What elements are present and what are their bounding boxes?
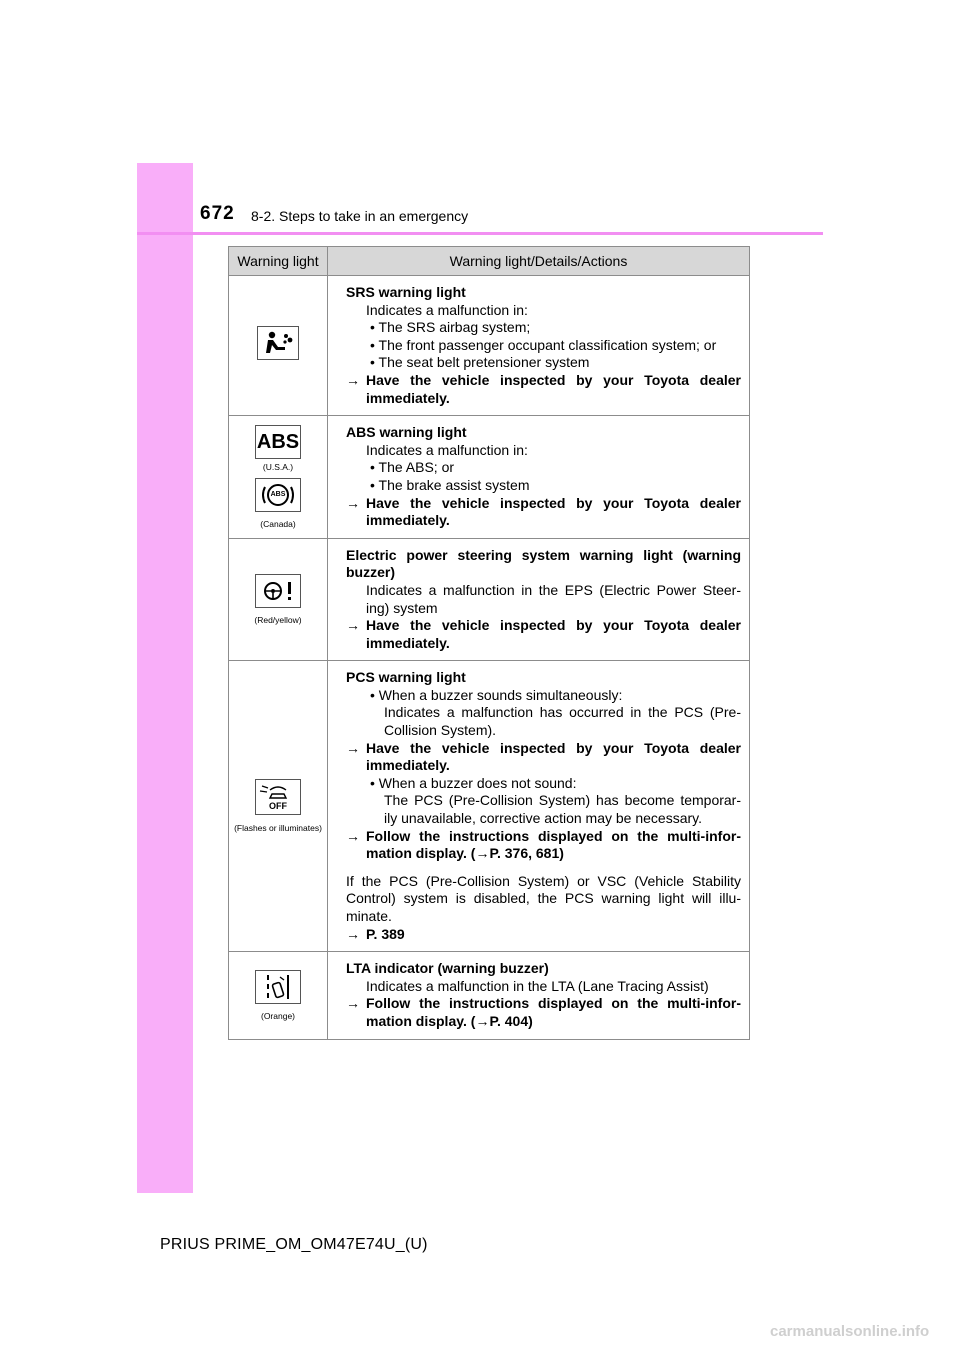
row-intro: Indicates a malfunction in: — [366, 301, 528, 318]
row-title: Electric power steering system warning light (warning buzzer) — [346, 546, 741, 581]
action-text-main: Follow the instructions displayed on the multi-infor-mation display. ( — [366, 995, 741, 1029]
table-row — [229, 661, 750, 952]
bullet-item: • The seat belt pretensioner system — [370, 354, 590, 371]
row-intro: Indicates a malfunction in the EPS (Electric Power Steer-ing) system — [366, 581, 741, 616]
page-number: 672 — [200, 203, 235, 224]
action-text — [366, 995, 741, 1030]
bullet-detail: Indicates a malfunction has occurred in the PCS (Pre-Collision System). — [384, 704, 741, 739]
arrow-icon: → — [346, 995, 360, 1012]
arrow-icon: → — [346, 827, 360, 844]
bullet-detail: The PCS (Pre-Collision System) has become temporar-ily unavailable, corrective action may be necessary. — [384, 792, 741, 827]
details-cell — [328, 952, 750, 1039]
row-title: ABS warning light — [346, 424, 467, 441]
action-line — [346, 495, 741, 530]
column-header-details: Warning light/Details/Actions — [328, 247, 750, 276]
pcs-off-label: OFF — [269, 801, 287, 812]
details-cell — [328, 276, 750, 416]
power-steering-icon — [255, 574, 301, 608]
arrow-icon: → — [346, 494, 360, 511]
bullet-item: • The front passenger occupant classification system; or — [370, 336, 717, 353]
note-reference-line — [346, 926, 741, 944]
icon-cell — [229, 276, 328, 416]
details-cell — [328, 538, 750, 661]
arrow-icon: → — [346, 617, 360, 634]
action-line — [346, 372, 741, 407]
ref-arrow: → — [475, 845, 490, 862]
row-title: PCS warning light — [346, 669, 466, 686]
icon-caption: (Flashes or illuminates) — [234, 823, 322, 834]
action-line — [346, 617, 741, 652]
action-text: Have the vehicle inspected by your Toyota dealer immediately. — [366, 371, 741, 406]
table-row — [229, 952, 750, 1039]
row-intro: Indicates a malfunction in: — [366, 441, 528, 458]
page-reference[interactable]: P. 376, 681) — [489, 845, 564, 862]
action-text: Have the vehicle inspected by your Toyota dealer immediately. — [366, 739, 741, 774]
icon-caption: (U.S.A.) — [262, 461, 294, 472]
action-line — [346, 740, 741, 775]
bullet-item: • The ABS; or — [370, 459, 455, 476]
table-row — [229, 416, 750, 539]
watermark: carmanualsonline.info — [770, 1323, 930, 1340]
abs-small-label: ABS — [270, 490, 286, 498]
bullet-item: • When a buzzer does not sound: — [370, 774, 577, 791]
row-title: SRS warning light — [346, 284, 466, 300]
arrow-icon: → — [346, 739, 360, 756]
action-text: Have the vehicle inspected by your Toyota dealer immediately. — [366, 494, 741, 529]
action-text-main: Follow the instructions displayed on the multi-infor-mation display. ( — [366, 827, 741, 862]
action-text — [366, 828, 741, 863]
footer-model-code: PRIUS PRIME_OM_OM47E74U_(U) — [160, 1236, 428, 1253]
details-cell — [328, 416, 750, 539]
icon-cell — [229, 661, 328, 952]
ref-arrow: → — [475, 1012, 490, 1029]
bullet-item: • When a buzzer sounds simultaneously: — [370, 686, 623, 703]
page-reference[interactable]: P. 389 — [366, 925, 405, 942]
icon-caption: (Orange) — [260, 1011, 295, 1022]
arrow-icon: → — [346, 371, 360, 388]
abs-usa-icon: ABS — [255, 425, 301, 459]
side-band — [137, 163, 193, 1193]
abs-canada-icon — [255, 478, 301, 512]
action-line — [346, 828, 741, 863]
icon-cell — [229, 952, 328, 1039]
icon-caption: (Red/yellow) — [254, 615, 302, 626]
icon-caption: (Canada) — [260, 519, 296, 530]
icon-cell — [229, 416, 328, 539]
table-header-row — [229, 247, 750, 276]
srs-airbag-icon — [257, 326, 299, 360]
table-row — [229, 276, 750, 416]
pcs-off-icon — [255, 779, 301, 815]
warning-light-table — [228, 246, 750, 1040]
pcs-note: If the PCS (Pre-Collision System) or VSC (Vehicle Stability Control) system is disabled, the PCS warning light will illu-minate. — [346, 872, 741, 924]
lta-indicator-icon — [255, 970, 301, 1004]
action-line — [346, 995, 741, 1030]
arrow-icon: → — [346, 925, 360, 942]
column-header-warning-light: Warning light — [229, 247, 328, 276]
details-cell — [328, 661, 750, 952]
row-intro: Indicates a malfunction in the LTA (Lane Tracing Assist) — [366, 977, 709, 994]
bullet-item: • The brake assist system — [370, 476, 530, 493]
icon-cell — [229, 538, 328, 661]
action-text: Have the vehicle inspected by your Toyota dealer immediately. — [366, 617, 741, 651]
header-rule — [137, 232, 823, 235]
page-reference[interactable]: P. 404) — [489, 1012, 533, 1029]
row-title: LTA indicator (warning buzzer) — [346, 960, 549, 977]
bullet-item: • The SRS airbag system; — [370, 319, 531, 336]
section-title: 8-2. Steps to take in an emergency — [251, 208, 469, 224]
table-row — [229, 538, 750, 661]
